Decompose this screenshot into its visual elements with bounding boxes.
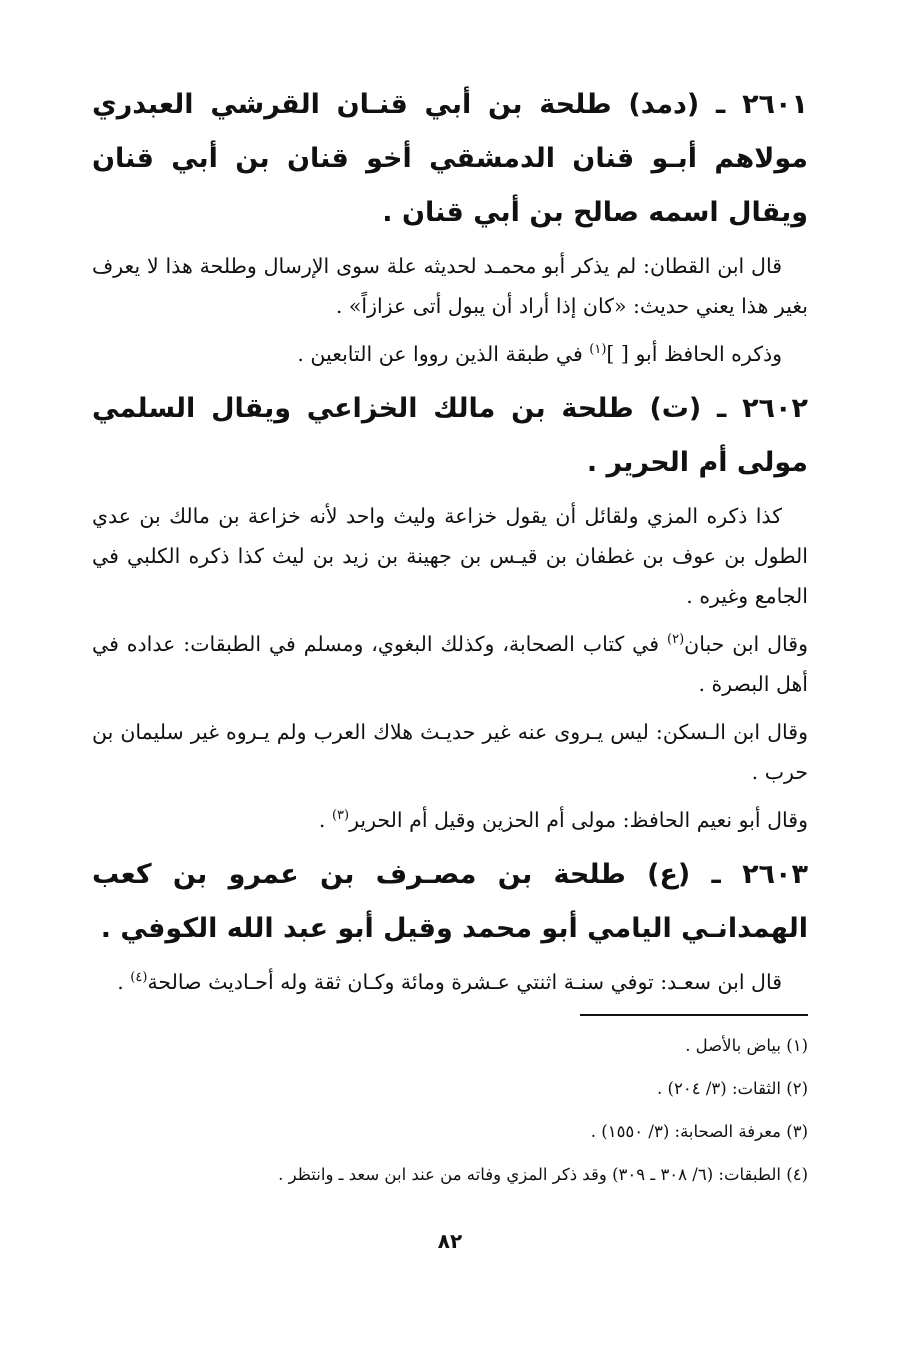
entry-2603 [92,848,808,1002]
footnote-2: (٢) الثقات: (٣/ ٢٠٤) . [657,1079,808,1098]
entry-title: ٢٦٠٣ ـ (ع) طلحة بن مصـرف بن عمرو بن كعب الهمدانـي اليامي أبو محمد وقيل أبو عبد الله الكوفي . [92,859,808,944]
footnote-marker: (٣) [331,808,350,824]
entry-paragraph: كذا ذكره المزي ولقائل أن يقول خزاعة وليث واحد لأنه خزاعة بن مالك بن عدي الطول بن عوف بن غطفان بن قيـس بن جهينة بن زيد بن ليث كذا ذكره الكلبي في الجامع وغيره . [92,504,808,608]
entry-paragraph: وذكره الحافظ أبو [ ]$^{(١)}$ في طبقة الذين رووا عن التابعين . [297,342,782,366]
entry-paragraph: وقال ابن حبان$^{(٢)}$ في كتاب الصحابة، وكذلك البغوي، ومسلم في الطبقات: عداده في أهل البصرة . [92,632,808,696]
entry-paragraph: وقال ابن الـسكن: ليس يـروى عنه غير حديـث هلاك العرب ولم يـروه غير سليمان بن حرب . [92,720,808,784]
entry-paragraph: قال ابن القطان: لم يذكر أبو محمـد لحديثه علة سوى الإرسال وطلحة هذا لا يعرف بغير هذا يعني حديث: «كان إذا أراد أن يبول أتى عزازاً» . [92,254,808,318]
footnote-marker: (١) [589,342,607,358]
page-number: ٨٢ [437,1229,463,1253]
footnote-marker: (٤) [130,970,148,986]
footnote-1: (١) بياض بالأصل . [685,1036,808,1055]
footnote-4: (٤) الطبقات: (٦/ ٣٠٨ ـ ٣٠٩) وقد ذكر المزي وفاته من عند ابن سعد ـ وانتظر . [278,1165,808,1184]
entry-paragraph: وقال أبو نعيم الحافظ: مولى أم الحزين وقيل أم الحرير$^{(٣)}$ . [318,808,808,832]
footnote-divider [580,1014,808,1016]
entry-title: ٢٦٠٢ ـ (ت) طلحة بن مالك الخزاعي ويقال السلمي مولى أم الحرير . [92,393,808,478]
entry-title: ٢٦٠١ ـ (دمد) طلحة بن أبي قنـان القرشي العبدري مولاهم أبـو قنان الدمشقي أخو قنان بن أبي قنان ويقال اسمه صالح بن أبي قنان . [92,89,808,228]
entry-paragraph: قال ابن سعـد: توفي سنـة اثنتي عـشرة ومائة وكـان ثقة وله أحـاديث صالحة$^{(٤)}$ . [117,970,782,994]
footnotes [92,1024,808,1196]
page-body [92,78,808,1010]
entry-2602 [92,382,808,840]
footnote-3: (٣) معرفة الصحابة: (٣/ ١٥٥٠) . [590,1122,808,1141]
footnote-marker: (٢) [667,632,685,648]
entry-2601 [92,78,808,374]
